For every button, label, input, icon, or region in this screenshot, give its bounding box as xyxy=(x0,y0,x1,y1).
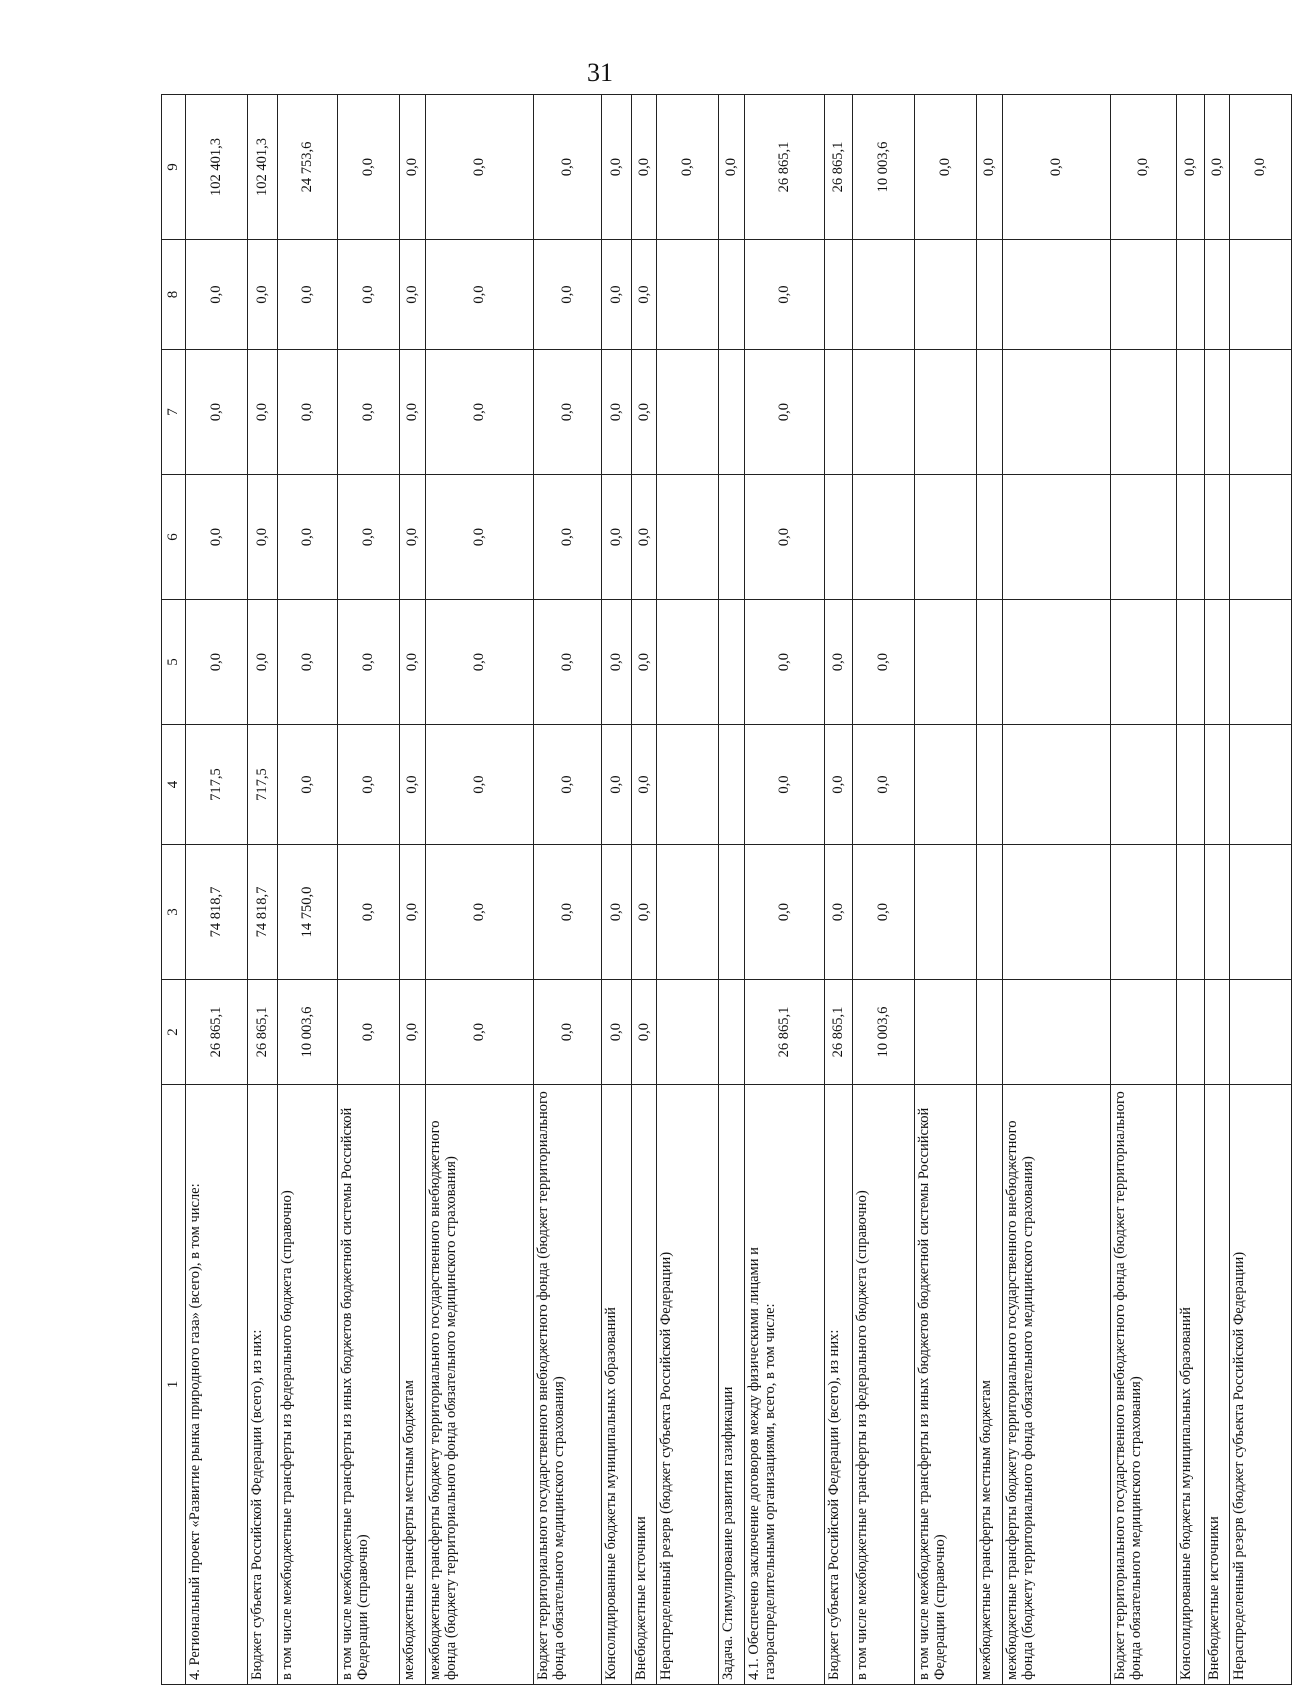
cell-value: 0,0 xyxy=(278,350,338,475)
cell-value xyxy=(915,350,977,475)
cell-value xyxy=(1111,600,1177,725)
cell-value: 0,0 xyxy=(338,240,400,350)
cell-value xyxy=(825,475,853,600)
cell-value: 0,0 xyxy=(400,725,426,845)
cell-value: 0,0 xyxy=(426,350,534,475)
table-row xyxy=(632,95,657,1685)
header-row xyxy=(162,95,186,1685)
cell-value: 24 753,6 xyxy=(278,95,338,240)
table-row xyxy=(853,95,915,1685)
column-header-1: 1 xyxy=(162,1085,186,1685)
table-row xyxy=(248,95,278,1685)
table-row xyxy=(186,95,248,1685)
table-row xyxy=(426,95,534,1685)
cell-value: 0,0 xyxy=(338,725,400,845)
cell-value xyxy=(915,240,977,350)
cell-value xyxy=(657,600,719,725)
cell-value: 0,0 xyxy=(632,725,657,845)
cell-value xyxy=(977,475,1003,600)
cell-value xyxy=(977,600,1003,725)
cell-value: 0,0 xyxy=(426,725,534,845)
cell-value xyxy=(657,350,719,475)
row-label: 4. Региональный проект «Развитие рынка природного газа» (всего), в том числе: xyxy=(186,1085,248,1685)
cell-value xyxy=(1177,980,1205,1085)
cell-value xyxy=(1177,240,1205,350)
cell-value: 0,0 xyxy=(338,475,400,600)
cell-value: 717,5 xyxy=(248,725,278,845)
cell-value: 0,0 xyxy=(825,845,853,980)
table-row xyxy=(1230,95,1292,1685)
column-header-4: 4 xyxy=(162,725,186,845)
cell-value: 0,0 xyxy=(632,350,657,475)
cell-value xyxy=(657,240,719,350)
cell-value xyxy=(1230,475,1292,600)
cell-value: 0,0 xyxy=(278,725,338,845)
column-header-6: 6 xyxy=(162,475,186,600)
table-row xyxy=(825,95,853,1685)
table-body xyxy=(162,95,1292,1685)
row-label: Бюджет территориального государственного внебюджетного фонда (бюджет территориального фонда обязательного медицинского страхования) xyxy=(1111,1085,1177,1685)
column-header-3: 3 xyxy=(162,845,186,980)
cell-value: 0,0 xyxy=(534,725,602,845)
cell-value: 26 865,1 xyxy=(745,980,825,1085)
row-label: межбюджетные трансферты местным бюджетам xyxy=(977,1085,1003,1685)
cell-value xyxy=(1177,600,1205,725)
cell-value: 0,0 xyxy=(602,600,632,725)
table-row xyxy=(278,95,338,1685)
cell-value: 0,0 xyxy=(278,475,338,600)
cell-value: 0,0 xyxy=(400,600,426,725)
row-label: Бюджет территориального государственного внебюджетного фонда (бюджет территориального фонда обязательного медицинского страхования) xyxy=(534,1085,602,1685)
cell-value: 0,0 xyxy=(186,600,248,725)
cell-value xyxy=(1230,240,1292,350)
cell-value xyxy=(1205,845,1230,980)
cell-value: 0,0 xyxy=(400,95,426,240)
row-label: в том числе межбюджетные трансферты из федерального бюджета (справочно) xyxy=(853,1085,915,1685)
cell-value xyxy=(1177,350,1205,475)
cell-value xyxy=(1177,725,1205,845)
cell-value: 0,0 xyxy=(338,350,400,475)
row-label: межбюджетные трансферты бюджету территориального государственного внебюджетного фонда (бюджету территориального фонда обязательного медицинского страхования) xyxy=(426,1085,534,1685)
cell-value xyxy=(977,240,1003,350)
cell-value xyxy=(853,350,915,475)
cell-value: 0,0 xyxy=(632,240,657,350)
cell-value: 0,0 xyxy=(915,95,977,240)
cell-value: 26 865,1 xyxy=(248,980,278,1085)
table-row xyxy=(602,95,632,1685)
cell-value: 10 003,6 xyxy=(853,980,915,1085)
cell-value: 0,0 xyxy=(745,240,825,350)
cell-value: 0,0 xyxy=(1230,95,1292,240)
cell-value: 0,0 xyxy=(338,845,400,980)
cell-value: 0,0 xyxy=(853,600,915,725)
cell-value: 0,0 xyxy=(745,350,825,475)
cell-value: 0,0 xyxy=(534,350,602,475)
cell-value: 0,0 xyxy=(248,475,278,600)
table-row xyxy=(719,95,745,1685)
column-header-8: 8 xyxy=(162,240,186,350)
cell-value: 0,0 xyxy=(602,350,632,475)
cell-value: 0,0 xyxy=(745,845,825,980)
cell-value xyxy=(1205,475,1230,600)
cell-value: 0,0 xyxy=(186,350,248,475)
cell-value: 0,0 xyxy=(534,95,602,240)
cell-value xyxy=(1003,980,1111,1085)
cell-value: 0,0 xyxy=(745,600,825,725)
cell-value xyxy=(657,980,719,1085)
cell-value xyxy=(719,475,745,600)
cell-value xyxy=(1003,600,1111,725)
column-header-5: 5 xyxy=(162,600,186,725)
cell-value: 0,0 xyxy=(534,980,602,1085)
cell-value: 0,0 xyxy=(400,845,426,980)
cell-value xyxy=(1205,350,1230,475)
cell-value: 0,0 xyxy=(426,475,534,600)
cell-value xyxy=(657,725,719,845)
cell-value: 0,0 xyxy=(400,980,426,1085)
cell-value xyxy=(977,980,1003,1085)
cell-value xyxy=(1230,845,1292,980)
cell-value: 0,0 xyxy=(278,240,338,350)
table-row xyxy=(915,95,977,1685)
cell-value: 0,0 xyxy=(632,600,657,725)
cell-value xyxy=(1003,725,1111,845)
cell-value xyxy=(719,240,745,350)
cell-value xyxy=(1230,980,1292,1085)
cell-value xyxy=(719,845,745,980)
cell-value xyxy=(1003,240,1111,350)
cell-value: 0,0 xyxy=(338,600,400,725)
cell-value: 0,0 xyxy=(534,240,602,350)
cell-value: 0,0 xyxy=(745,475,825,600)
row-label: Консолидированные бюджеты муниципальных образований xyxy=(602,1085,632,1685)
row-label: межбюджетные трансферты бюджету территориального государственного внебюджетного фонда (бюджету территориального фонда обязательного медицинского страхования) xyxy=(1003,1085,1111,1685)
row-label: Бюджет субъекта Российской Федерации (всего), из них: xyxy=(825,1085,853,1685)
cell-value xyxy=(1111,475,1177,600)
table-row xyxy=(1205,95,1230,1685)
cell-value: 0,0 xyxy=(534,600,602,725)
cell-value: 0,0 xyxy=(632,845,657,980)
column-header-7: 7 xyxy=(162,350,186,475)
cell-value: 0,0 xyxy=(1205,95,1230,240)
budget-table xyxy=(161,94,1292,1685)
row-label: Консолидированные бюджеты муниципальных образований xyxy=(1177,1085,1205,1685)
cell-value xyxy=(1205,725,1230,845)
table-row xyxy=(338,95,400,1685)
cell-value xyxy=(1111,240,1177,350)
cell-value: 0,0 xyxy=(338,980,400,1085)
column-header-9: 9 xyxy=(162,95,186,240)
cell-value: 0,0 xyxy=(400,240,426,350)
cell-value: 0,0 xyxy=(602,95,632,240)
row-label: Внебюджетные источники xyxy=(632,1085,657,1685)
row-label: в том числе межбюджетные трансферты из федерального бюджета (справочно) xyxy=(278,1085,338,1685)
cell-value xyxy=(915,600,977,725)
table-row xyxy=(657,95,719,1685)
cell-value xyxy=(1205,980,1230,1085)
cell-value: 0,0 xyxy=(602,725,632,845)
row-label: Нераспределенный резерв (бюджет субъекта Российской Федерации) xyxy=(1230,1085,1292,1685)
cell-value xyxy=(1177,475,1205,600)
cell-value xyxy=(719,600,745,725)
cell-value xyxy=(853,240,915,350)
cell-value: 0,0 xyxy=(400,475,426,600)
cell-value xyxy=(719,725,745,845)
cell-value xyxy=(915,980,977,1085)
cell-value: 0,0 xyxy=(534,475,602,600)
cell-value: 0,0 xyxy=(426,980,534,1085)
cell-value: 0,0 xyxy=(632,980,657,1085)
cell-value: 0,0 xyxy=(278,600,338,725)
cell-value: 10 003,6 xyxy=(853,95,915,240)
cell-value: 26 865,1 xyxy=(186,980,248,1085)
cell-value: 0,0 xyxy=(632,475,657,600)
cell-value xyxy=(1003,845,1111,980)
cell-value: 26 865,1 xyxy=(745,95,825,240)
cell-value xyxy=(977,845,1003,980)
cell-value: 717,5 xyxy=(186,725,248,845)
cell-value xyxy=(1111,725,1177,845)
cell-value xyxy=(825,240,853,350)
cell-value: 74 818,7 xyxy=(248,845,278,980)
cell-value: 0,0 xyxy=(426,240,534,350)
row-label: Задача. Стимулирование развития газификации xyxy=(719,1085,745,1685)
cell-value xyxy=(977,350,1003,475)
cell-value: 0,0 xyxy=(825,725,853,845)
table-row xyxy=(977,95,1003,1685)
cell-value: 0,0 xyxy=(1003,95,1111,240)
cell-value: 0,0 xyxy=(1177,95,1205,240)
cell-value: 0,0 xyxy=(338,95,400,240)
cell-value xyxy=(825,350,853,475)
cell-value: 0,0 xyxy=(632,95,657,240)
cell-value: 0,0 xyxy=(1111,95,1177,240)
cell-value xyxy=(1177,845,1205,980)
cell-value xyxy=(977,725,1003,845)
page-number: 31 xyxy=(587,58,613,87)
row-label: Бюджет субъекта Российской Федерации (всего), из них: xyxy=(248,1085,278,1685)
cell-value: 74 818,7 xyxy=(186,845,248,980)
table-row xyxy=(534,95,602,1685)
cell-value xyxy=(915,845,977,980)
table-row xyxy=(400,95,426,1685)
cell-value: 14 750,0 xyxy=(278,845,338,980)
cell-value xyxy=(657,845,719,980)
cell-value: 0,0 xyxy=(853,845,915,980)
cell-value: 0,0 xyxy=(426,845,534,980)
cell-value: 0,0 xyxy=(853,725,915,845)
cell-value: 0,0 xyxy=(248,240,278,350)
cell-value: 0,0 xyxy=(248,350,278,475)
cell-value: 0,0 xyxy=(602,845,632,980)
row-label: межбюджетные трансферты местным бюджетам xyxy=(400,1085,426,1685)
budget-table-rotated xyxy=(161,95,1269,1685)
cell-value: 26 865,1 xyxy=(825,95,853,240)
cell-value xyxy=(1111,350,1177,475)
cell-value: 0,0 xyxy=(719,95,745,240)
table-row xyxy=(1003,95,1111,1685)
table-row xyxy=(1111,95,1177,1685)
cell-value xyxy=(1230,600,1292,725)
column-header-2: 2 xyxy=(162,980,186,1085)
cell-value: 0,0 xyxy=(745,725,825,845)
table-row xyxy=(745,95,825,1685)
cell-value xyxy=(657,475,719,600)
cell-value: 0,0 xyxy=(602,240,632,350)
cell-value: 0,0 xyxy=(657,95,719,240)
cell-value xyxy=(1003,475,1111,600)
cell-value xyxy=(915,475,977,600)
cell-value xyxy=(1111,845,1177,980)
row-label: Внебюджетные источники xyxy=(1205,1085,1230,1685)
cell-value xyxy=(915,725,977,845)
cell-value: 0,0 xyxy=(248,600,278,725)
cell-value xyxy=(719,980,745,1085)
cell-value: 0,0 xyxy=(426,95,534,240)
cell-value: 102 401,3 xyxy=(186,95,248,240)
cell-value xyxy=(1230,725,1292,845)
cell-value: 10 003,6 xyxy=(278,980,338,1085)
cell-value: 0,0 xyxy=(426,600,534,725)
cell-value: 0,0 xyxy=(825,600,853,725)
cell-value xyxy=(1205,240,1230,350)
cell-value: 0,0 xyxy=(602,475,632,600)
row-label: 4.1. Обеспечено заключение договоров между физическими лицами и газораспределительными организациями, всего, в том числе: xyxy=(745,1085,825,1685)
cell-value xyxy=(853,475,915,600)
cell-value: 102 401,3 xyxy=(248,95,278,240)
row-label: в том числе межбюджетные трансферты из иных бюджетов бюджетной системы Российской Федерации (справочно) xyxy=(338,1085,400,1685)
cell-value xyxy=(1205,600,1230,725)
cell-value: 0,0 xyxy=(977,95,1003,240)
table-row xyxy=(1177,95,1205,1685)
cell-value: 26 865,1 xyxy=(825,980,853,1085)
row-label: Нераспределенный резерв (бюджет субъекта Российской Федерации) xyxy=(657,1085,719,1685)
cell-value xyxy=(719,350,745,475)
cell-value: 0,0 xyxy=(186,240,248,350)
cell-value xyxy=(1111,980,1177,1085)
cell-value xyxy=(1230,350,1292,475)
cell-value: 0,0 xyxy=(186,475,248,600)
cell-value xyxy=(1003,350,1111,475)
row-label: в том числе межбюджетные трансферты из иных бюджетов бюджетной системы Российской Федерации (справочно) xyxy=(915,1085,977,1685)
cell-value: 0,0 xyxy=(400,350,426,475)
cell-value: 0,0 xyxy=(534,845,602,980)
cell-value: 0,0 xyxy=(602,980,632,1085)
